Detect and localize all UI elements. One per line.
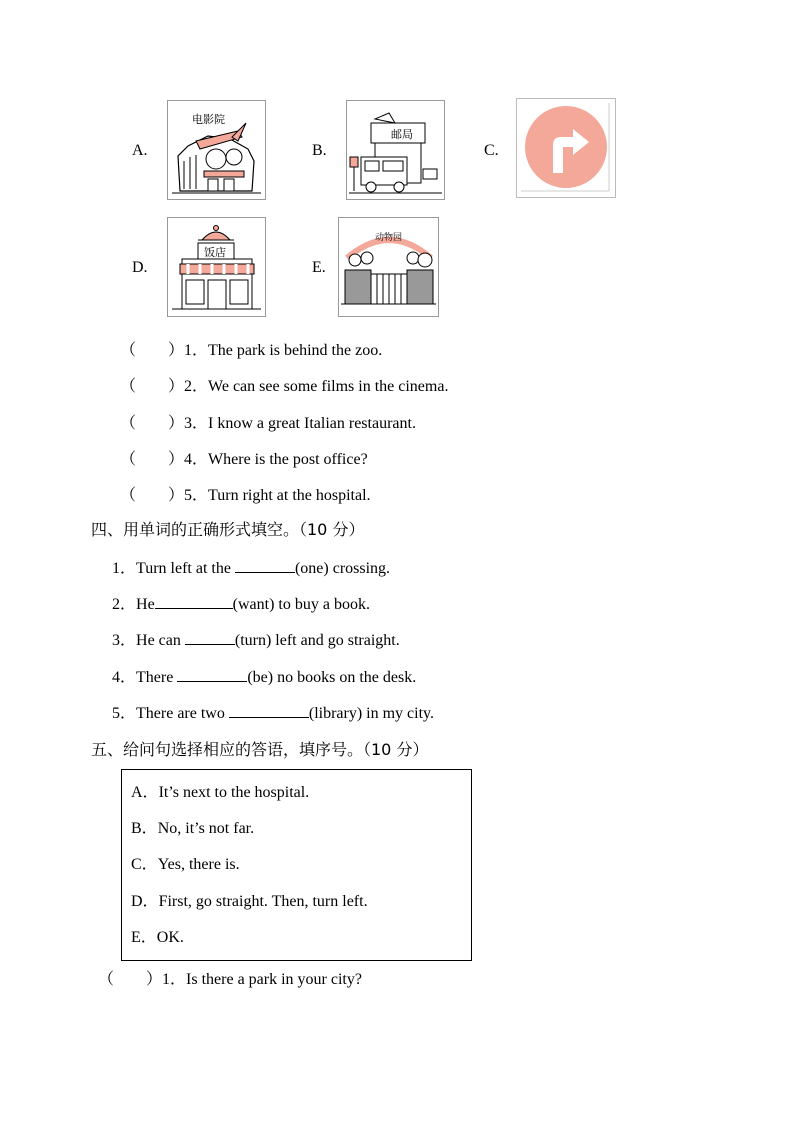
section5-title: 五、给问句选择相应的答语，填序号。（10 分） — [91, 740, 429, 759]
answer-option-d — [131, 888, 368, 911]
fill-blank-4[interactable] — [177, 667, 247, 682]
question-number: 2． — [184, 378, 209, 395]
option-letter: B． — [131, 820, 158, 837]
option-text: No, it’s not far. — [157, 820, 255, 837]
option-letter-a: A. — [132, 142, 148, 159]
zoo-gate-icon — [339, 218, 438, 316]
item-text-after: (want) to buy a book. — [232, 596, 370, 613]
restaurant-sign-text: 饭店 — [204, 246, 226, 259]
item-text-after: (one) crossing. — [294, 560, 391, 577]
item-number: 1． — [112, 560, 137, 577]
turn-right-picture — [516, 98, 616, 198]
item-text-after: (be) no books on the desk. — [247, 669, 417, 686]
option-letter: E． — [131, 929, 157, 946]
question-text: I know a great Italian restaurant. — [208, 415, 416, 432]
fill-blank-5[interactable] — [229, 703, 309, 718]
matching-question-2 — [120, 373, 448, 396]
option-letter-d: D. — [132, 259, 148, 276]
restaurant-building-icon — [168, 218, 265, 316]
option-letter-e: E. — [312, 259, 326, 276]
fill-blank-1[interactable] — [235, 558, 295, 573]
option-text: It’s next to the hospital. — [158, 784, 310, 801]
answer-option-b — [131, 815, 254, 838]
question-text: Turn right at the hospital. — [208, 487, 371, 504]
matching-question-3 — [120, 410, 416, 433]
option-letter-b: B. — [312, 142, 327, 159]
cinema-picture — [167, 100, 266, 200]
matching-question-5 — [120, 482, 371, 505]
answer-paren[interactable]: （ ） — [120, 378, 185, 395]
item-text-before: There — [136, 669, 178, 686]
fill-item-2 — [112, 591, 370, 614]
question-number: 3． — [184, 415, 209, 432]
item-text-before: He — [136, 596, 155, 613]
post-office-picture — [346, 100, 445, 200]
answer-paren[interactable]: （ ） — [120, 451, 185, 468]
option-letter-c: C. — [484, 142, 499, 159]
option-text: Yes, there is. — [157, 856, 240, 873]
fill-blank-2[interactable] — [155, 594, 233, 609]
item-text-before: He can — [136, 632, 185, 649]
zoo-picture — [338, 217, 439, 317]
question-number: 1． — [162, 971, 187, 988]
matching-question-1 — [120, 337, 382, 360]
item-number: 3． — [112, 632, 137, 649]
item-text-before: There are two — [136, 705, 229, 722]
fill-item-4 — [112, 664, 416, 687]
fill-blank-3[interactable] — [185, 630, 235, 645]
item-text-after: (turn) left and go straight. — [234, 632, 400, 649]
answer-paren[interactable]: （ ） — [120, 342, 185, 359]
question-number: 5． — [184, 487, 209, 504]
post-office-sign-text: 邮局 — [391, 128, 413, 141]
option-text: OK. — [156, 929, 184, 946]
option-letter: A． — [131, 784, 159, 801]
turn-right-sign-icon — [517, 99, 615, 197]
cinema-sign-text: 电影院 — [192, 113, 225, 126]
option-letter: D． — [131, 893, 159, 910]
fill-item-1 — [112, 555, 390, 578]
item-number: 2． — [112, 596, 137, 613]
item-number: 4． — [112, 669, 137, 686]
fill-item-5 — [112, 700, 434, 723]
answer-paren[interactable]: （ ） — [120, 415, 185, 432]
post-office-icon — [347, 101, 444, 199]
fill-item-3 — [112, 627, 400, 650]
zoo-sign-text: 动物园 — [375, 233, 403, 243]
answer-paren[interactable]: （ ） — [120, 487, 185, 504]
answer-option-e — [131, 924, 184, 947]
item-number: 5． — [112, 705, 137, 722]
restaurant-picture — [167, 217, 266, 317]
question-number: 1． — [184, 342, 209, 359]
item-text-before: Turn left at the — [136, 560, 235, 577]
cinema-building-icon — [168, 101, 265, 199]
question-text: The park is behind the zoo. — [208, 342, 383, 359]
section4-title: 四、用单词的正确形式填空。（10 分） — [91, 520, 365, 539]
question-text: Is there a park in your city? — [186, 971, 362, 988]
option-letter: C． — [131, 856, 158, 873]
answer-paren[interactable]: （ ） — [98, 971, 163, 988]
matching-question-4 — [120, 446, 368, 469]
option-text: First, go straight. Then, turn left. — [158, 893, 368, 910]
item-text-after: (library) in my city. — [308, 705, 435, 722]
question-text: We can see some films in the cinema. — [208, 378, 449, 395]
question-text: Where is the post office? — [208, 451, 368, 468]
answer-option-c — [131, 851, 240, 874]
section5-question-1 — [98, 966, 362, 989]
answer-option-a — [131, 779, 309, 802]
question-number: 4． — [184, 451, 209, 468]
